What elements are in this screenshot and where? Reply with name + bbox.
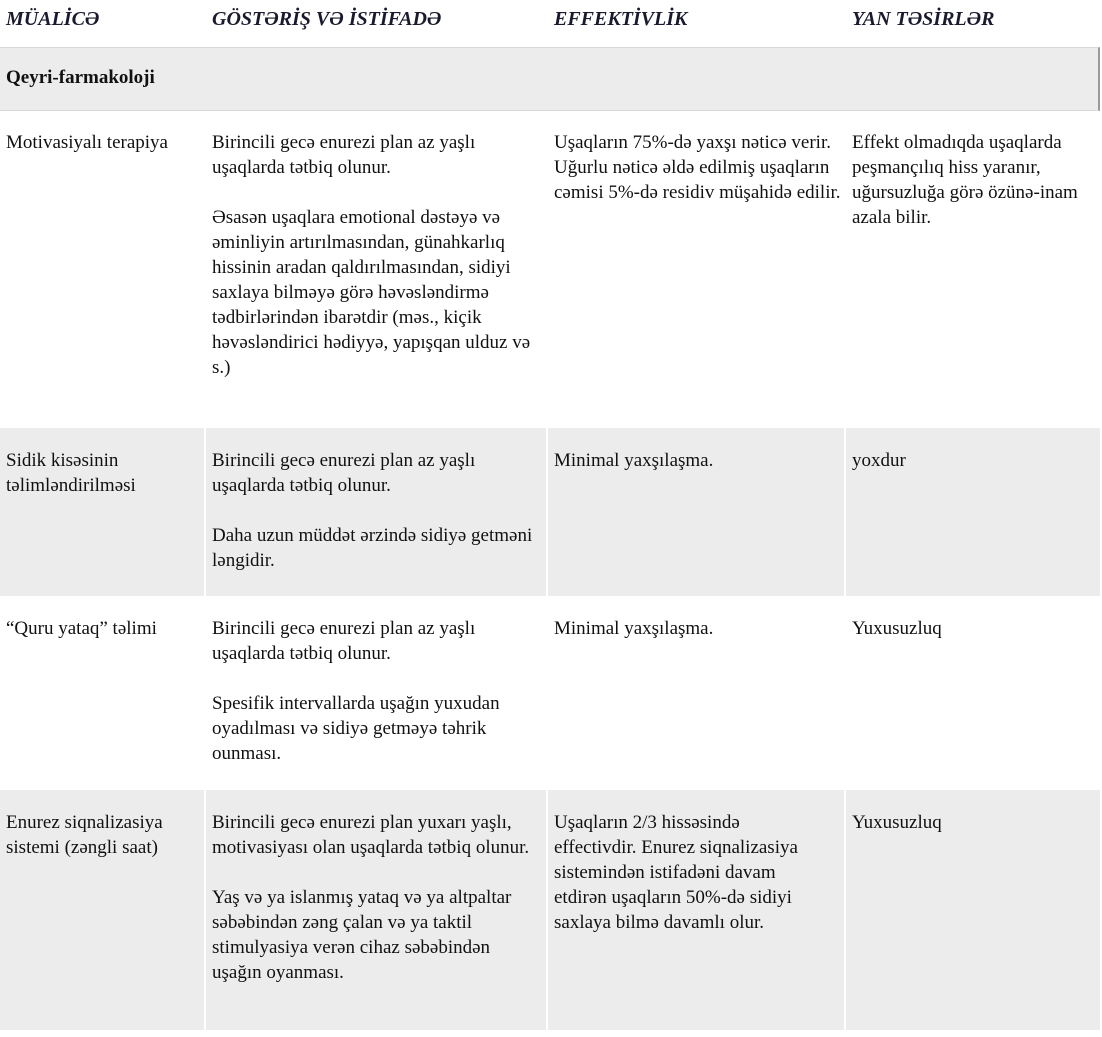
side-effects-cell: Effekt olmadıqda uşaqlarda peşmançılıq hiss yaranır, uğursuzluğa görə özünə-inam azala bilir. xyxy=(852,132,1078,228)
treatment-cell: Enurez siqnalizasiya sistemi (zəngli saat) xyxy=(6,812,163,858)
column-header-indication: GÖSTƏRİŞ VƏ İSTİFADƏ xyxy=(212,8,442,30)
indication-cell xyxy=(212,616,542,766)
table-row xyxy=(0,596,1100,790)
column-header-side-effects: YAN TƏSİRLƏR xyxy=(852,8,995,30)
indication-paragraph: Spesifik intervallarda uşağın yuxudan oyadılması və sidiyə getməyə təhrik ounması. xyxy=(212,693,500,764)
indication-cell xyxy=(212,130,542,380)
indication-paragraph: Birincili gecə enurezi plan az yaşlı uşaqlarda tətbiq olunur. xyxy=(212,132,476,178)
side-effects-cell: Yuxusuzluq xyxy=(852,812,942,833)
indication-paragraph: Əsasən uşaqlara emotional dəstəyə və əminliyin artırılmasından, günahkarlıq hissinin aradan qaldırılmasından, sidiyi saxlaya bilməyə görə həvəsləndirmə tədbirlərindən ibarətdir (məs., kiçik həvəsləndirici hədiyyə, yapışqan ulduz və s.) xyxy=(212,207,531,378)
side-effects-cell: Yuxusuzluq xyxy=(852,618,942,639)
indication-paragraph: Birincili gecə enurezi plan az yaşlı uşaqlarda tətbiq olunur. xyxy=(212,450,476,496)
section-label: Qeyri-farmakoloji xyxy=(6,67,155,88)
indication-paragraph: Daha uzun müddət ərzində sidiyə getməni ləngidir. xyxy=(212,525,533,571)
indication-paragraph: Birincili gecə enurezi plan yuxarı yaşlı, motivasiyası olan uşaqlarda tətbiq olunur. xyxy=(212,812,530,858)
side-effects-cell: yoxdur xyxy=(852,450,906,471)
indication-cell xyxy=(212,448,542,573)
column-header-treatment: MÜALİCƏ xyxy=(6,8,100,30)
table-row xyxy=(0,428,1100,596)
column-header-efficacy: EFFEKTİVLİK xyxy=(554,8,688,30)
efficacy-cell: Minimal yaxşılaşma. xyxy=(554,618,714,639)
table-header-row xyxy=(0,0,1102,47)
treatment-cell: Motivasiyalı terapiya xyxy=(6,132,168,153)
indication-paragraph: Yaş və ya islanmış yataq və ya altpaltar səbəbindən zəng çalan və ya taktil stimulyasiya verən cihaz səbəbindən uşağın oyanması. xyxy=(212,887,512,983)
treatment-cell: Sidik kisəsinin təlimləndirilməsi xyxy=(6,450,136,496)
efficacy-cell: Minimal yaxşılaşma. xyxy=(554,450,714,471)
table-row xyxy=(0,110,1100,428)
indication-cell xyxy=(212,810,534,985)
table-row xyxy=(0,790,1100,1030)
efficacy-cell: Uşaqların 75%-də yaxşı nəticə verir. Uğurlu nəticə əldə edilmiş uşaqların cəmisi 5%-də residiv müşahidə edilir. xyxy=(554,132,841,203)
efficacy-cell: Uşaqların 2/3 hissəsində effectivdir. Enurez siqnalizasiya sistemindən istifadəni davam etdirən uşaqların 50%-də sidiyi saxlaya bilmə davamlı olur. xyxy=(554,812,798,933)
section-row xyxy=(0,47,1100,111)
treatment-cell: “Quru yataq” təlimi xyxy=(6,618,157,639)
indication-paragraph: Birincili gecə enurezi plan az yaşlı uşaqlarda tətbiq olunur. xyxy=(212,618,476,664)
